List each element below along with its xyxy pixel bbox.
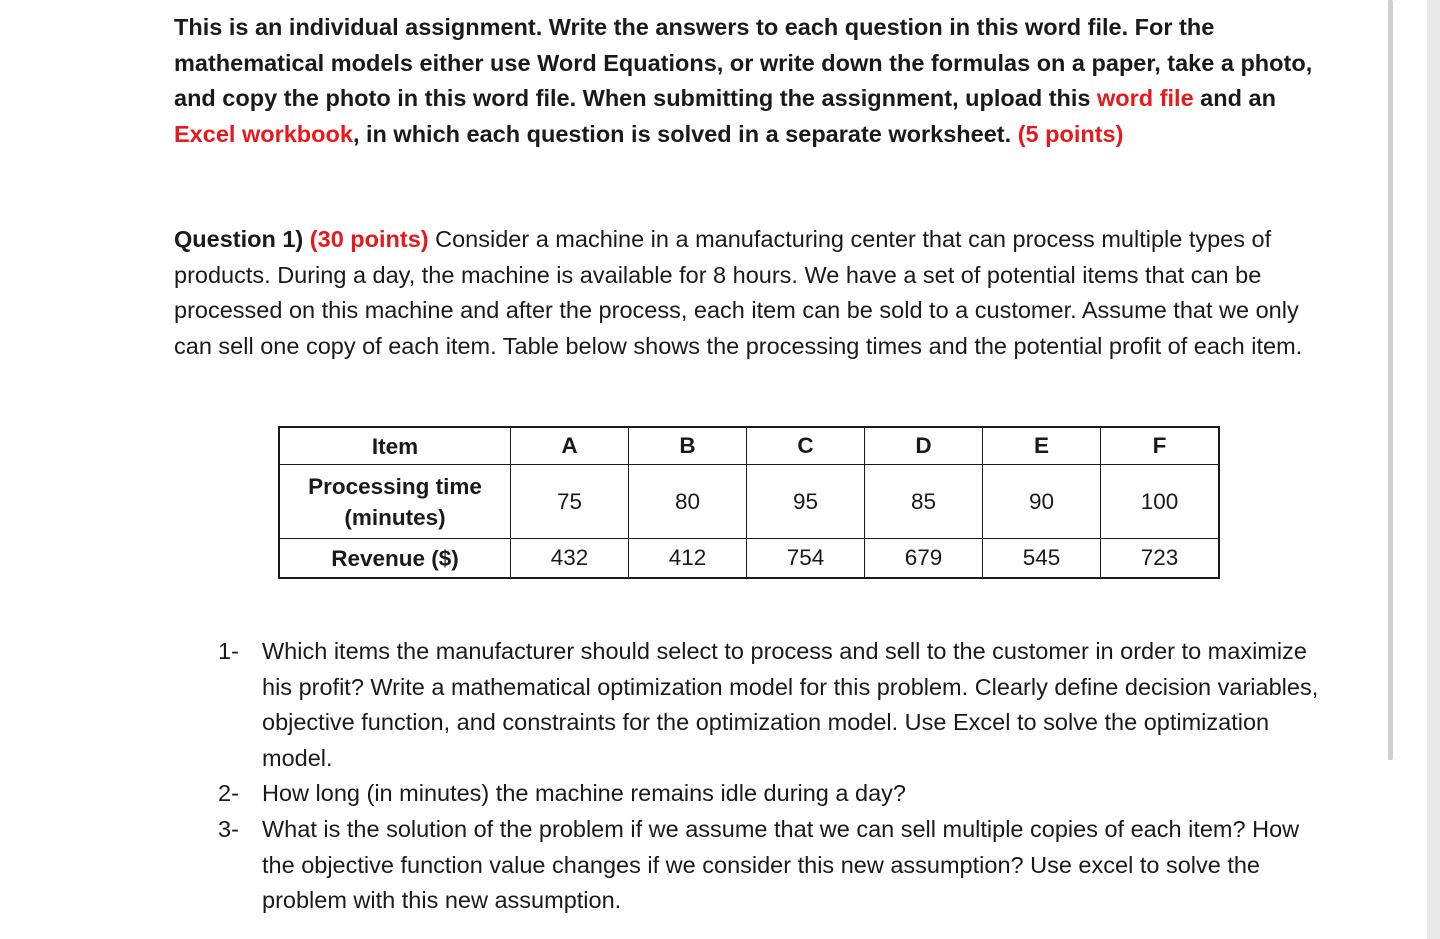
list-item <box>218 812 1328 919</box>
scrollbar-track[interactable] <box>1427 0 1440 939</box>
list-item-number: 2- <box>218 780 239 807</box>
table-row <box>279 465 1219 539</box>
table-cell: 80 <box>629 465 747 539</box>
table-header-cell: E <box>983 427 1101 465</box>
table-header-cell: Item <box>279 427 511 465</box>
table-cell: 95 <box>747 465 865 539</box>
question-text: Consider a machine in a manufacturing center that can process multiple types of products. During a day, the machine is available for 8 hours. We have a set of potential items that can be processed on this machine and after the process, each item can be sold to a customer. Assume that we only can sell one copy of each item. Table below shows the processing times and the potential profit of each item. <box>174 225 1303 360</box>
table-cell: 545 <box>983 539 1101 579</box>
table-cell: 412 <box>629 539 747 579</box>
table-header-cell: B <box>629 427 747 465</box>
instructions-text: This is an individual assignment. Write the answers to each question in this word file. For the mathematical models either use Word Equations, or write down the formulas on a paper, take a photo, and copy the photo in this word file. When submitting the assignment, upload this <box>174 14 1313 112</box>
instructions-text: and an <box>1193 85 1276 112</box>
assignment-instructions <box>174 10 1314 153</box>
list-item-number: 3- <box>218 815 239 842</box>
question-1-prompt <box>174 222 1334 365</box>
table-row <box>279 539 1219 579</box>
items-table <box>278 426 1220 579</box>
table-header-cell: C <box>747 427 865 465</box>
table-cell: 100 <box>1101 465 1220 539</box>
list-item <box>218 776 1328 812</box>
row-label-line: Processing time <box>308 473 482 499</box>
table-cell: 85 <box>865 465 983 539</box>
instructions-points: (5 points) <box>1017 121 1124 148</box>
table-cell: 723 <box>1101 539 1220 579</box>
document-page <box>174 10 1334 365</box>
list-item-number: 1- <box>218 638 239 664</box>
table-cell: 90 <box>983 465 1101 539</box>
list-item-text: How long (in minutes) the machine remains idle during a day? <box>262 780 906 807</box>
instructions-text: , in which each question is solved in a separate worksheet. <box>352 121 1018 148</box>
table-row-label: Revenue ($) <box>279 539 511 579</box>
table-header-row <box>279 427 1219 465</box>
table-cell: 75 <box>511 465 629 539</box>
scrollbar-thumb[interactable] <box>1388 0 1393 760</box>
table-cell: 432 <box>511 539 629 579</box>
table-header-cell: F <box>1101 427 1220 465</box>
table-row-label <box>279 465 511 539</box>
list-item-text: Which items the manufacturer should select to process and sell to the customer in order to maximize his profit? Write a mathematical optimization model for this problem. Clearly define decision variables, objective function, and constraints for the optimization model. Use Excel to solve the optimization model. <box>262 638 1319 771</box>
list-item <box>218 634 1328 776</box>
table-cell: 754 <box>747 539 865 579</box>
table-cell: 679 <box>865 539 983 579</box>
row-label-line: (minutes) <box>344 504 446 530</box>
table-header-cell: D <box>865 427 983 465</box>
word-file-highlight: word file <box>1097 85 1194 112</box>
table-header-cell: A <box>511 427 629 465</box>
excel-workbook-highlight: Excel workbook <box>174 121 353 148</box>
list-item-text: What is the solution of the problem if we assume that we can sell multiple copies of each item? How the objective function value changes if we consider this new assumption? Use excel to solve the problem with this new assumption. <box>262 815 1300 914</box>
question-label: Question 1) <box>174 225 304 252</box>
task-list <box>218 634 1328 919</box>
question-points: (30 points) <box>309 225 429 252</box>
